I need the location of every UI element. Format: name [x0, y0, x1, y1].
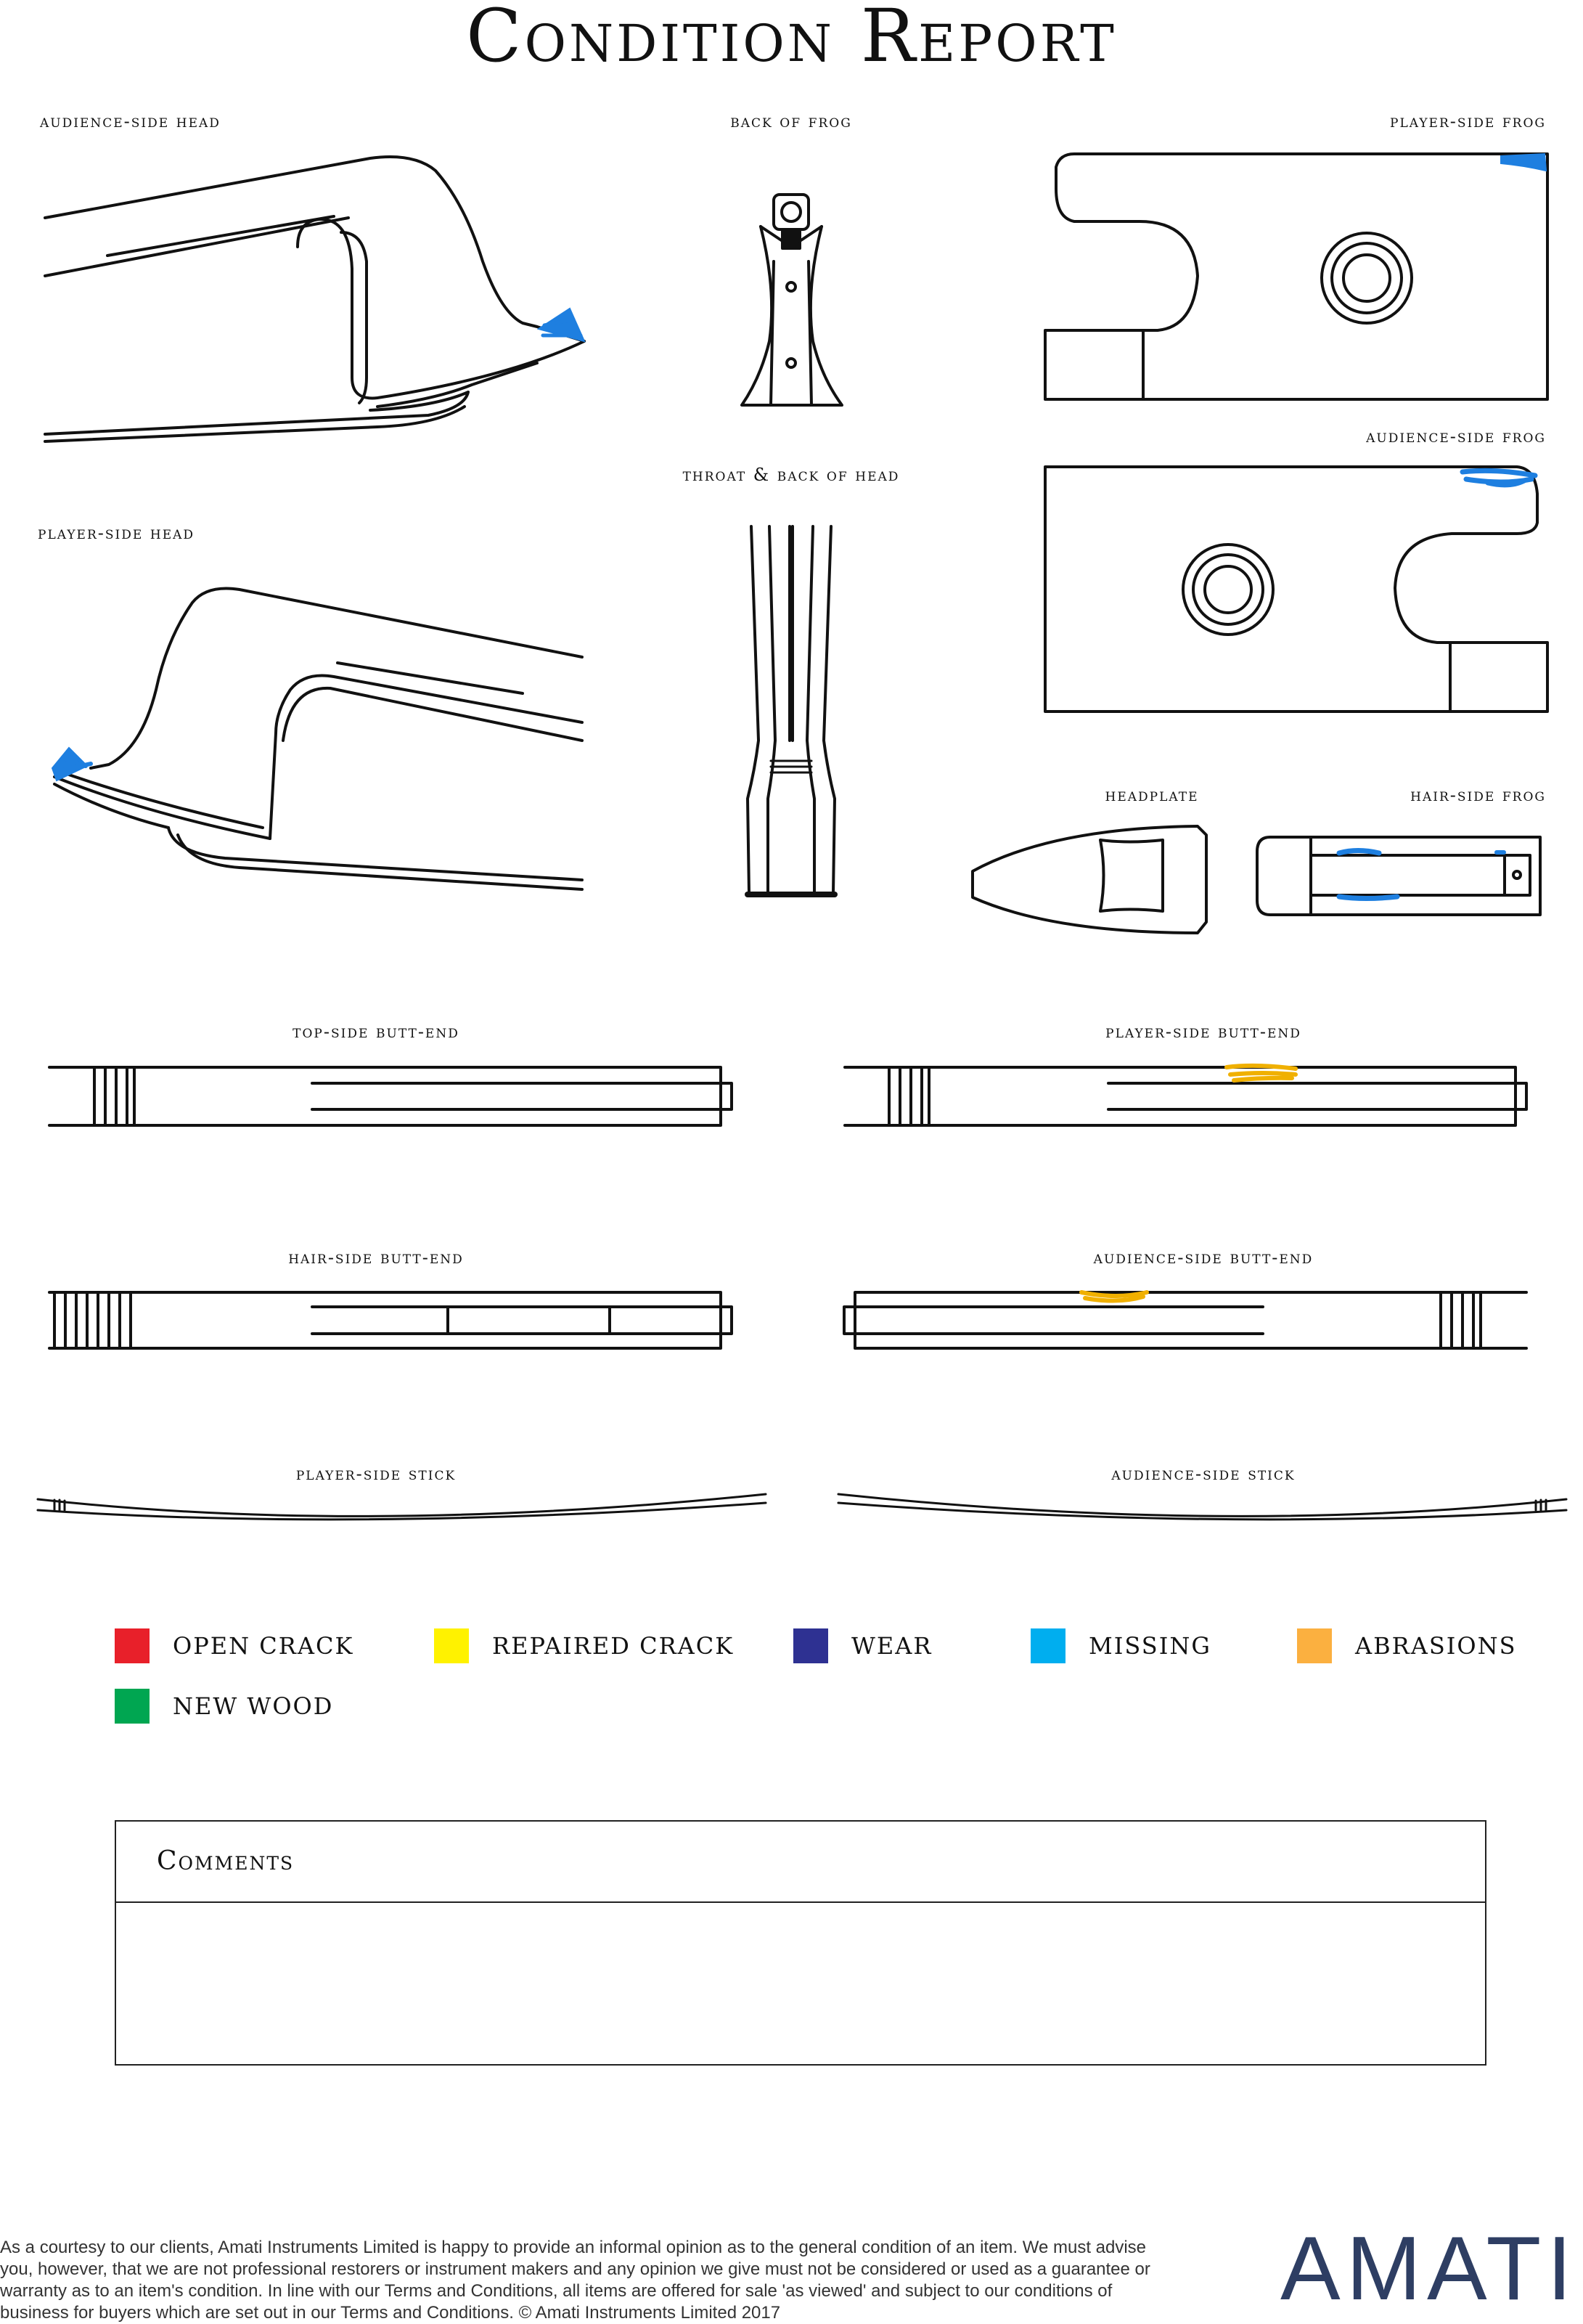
legend-swatch — [434, 1628, 469, 1663]
legend-swatch — [1031, 1628, 1065, 1663]
legend-item-abrasions — [1297, 1628, 1517, 1663]
diagram-back-of-frog — [742, 195, 842, 405]
diagram-throat-back-of-head — [748, 526, 835, 894]
label-audience-side-stick: audience-side stick — [1111, 1464, 1296, 1484]
legend-swatch — [793, 1628, 828, 1663]
label-audience-side-frog: audience-side frog — [1366, 426, 1546, 447]
legend-item-missing — [1031, 1628, 1211, 1663]
label-player-side-frog: player-side frog — [1390, 111, 1546, 131]
legend-swatch — [1297, 1628, 1332, 1663]
label-throat-back-of-head: throat & back of head — [682, 465, 900, 485]
legend-swatch — [115, 1628, 150, 1663]
legend-item-open-crack — [115, 1628, 353, 1663]
diagram-player-side-frog — [1045, 154, 1547, 399]
legend-item-repaired-crack — [434, 1628, 734, 1663]
legend-label: REPAIRED CRACK — [492, 1632, 735, 1660]
label-player-side-head: player-side head — [38, 523, 195, 543]
diagram-audience-side-frog — [1045, 467, 1547, 712]
diagram-headplate — [973, 826, 1206, 933]
comments-title: Comments — [157, 1846, 295, 1876]
label-hair-side-butt-end: hair-side butt-end — [288, 1247, 464, 1268]
legend-item-new-wood — [115, 1689, 333, 1724]
page-title: Condition Report — [466, 0, 1117, 78]
diagram-player-side-stick — [38, 1494, 766, 1520]
diagram-player-side-butt-end — [845, 1067, 1526, 1125]
legend-label: OPEN CRACK — [173, 1632, 354, 1660]
label-headplate: headplate — [1105, 785, 1199, 805]
legend-label: NEW WOOD — [173, 1692, 334, 1720]
condition-marks-missing — [52, 154, 1546, 899]
diagram-audience-side-butt-end — [844, 1292, 1526, 1348]
legend-item-wear — [793, 1628, 932, 1663]
condition-marks-abrasions — [1081, 1066, 1296, 1301]
comments-header — [116, 1822, 1485, 1903]
label-audience-side-butt-end: audience-side butt-end — [1093, 1247, 1314, 1268]
label-player-side-stick: player-side stick — [295, 1464, 457, 1484]
diagram-player-side-head — [54, 588, 582, 889]
label-audience-side-head: audience-side head — [40, 111, 221, 131]
legend-swatch — [115, 1689, 150, 1724]
amati-logo: AMATI — [1280, 2219, 1578, 2319]
legend-label: WEAR — [851, 1632, 933, 1660]
disclaimer-text: As a courtesy to our clients, Amati Instruments Limited is happy to provide an informal opinion as to the general condition of an item. We must advise you, however, that we are not professional restorers or instrument makers and any opinion we give must not be considered or used as a guarantee or warranty as to an item's condition. In line with our Terms and Conditions, all items are offered for sale 'as viewed' and subject to our conditions of business for buyers which are set out in our Terms and Conditions. © Amati Instruments Limited 2017 — [0, 2238, 1150, 2323]
label-top-side-butt-end: top-side butt-end — [293, 1022, 459, 1042]
label-back-of-frog: back of frog — [730, 111, 852, 131]
diagram-audience-side-head — [45, 157, 584, 441]
label-player-side-butt-end: player-side butt-end — [1105, 1022, 1301, 1042]
legend-label: ABRASIONS — [1355, 1632, 1517, 1660]
diagram-audience-side-stick — [838, 1494, 1566, 1520]
label-hair-side-frog: hair-side frog — [1410, 785, 1546, 805]
diagram-hair-side-butt-end — [49, 1292, 732, 1348]
diagram-top-side-butt-end — [49, 1067, 732, 1125]
legend-label: MISSING — [1089, 1632, 1211, 1660]
comments-box — [115, 1820, 1486, 2066]
diagram-hair-side-frog — [1257, 837, 1540, 915]
comments-field[interactable] — [116, 1903, 1485, 2064]
